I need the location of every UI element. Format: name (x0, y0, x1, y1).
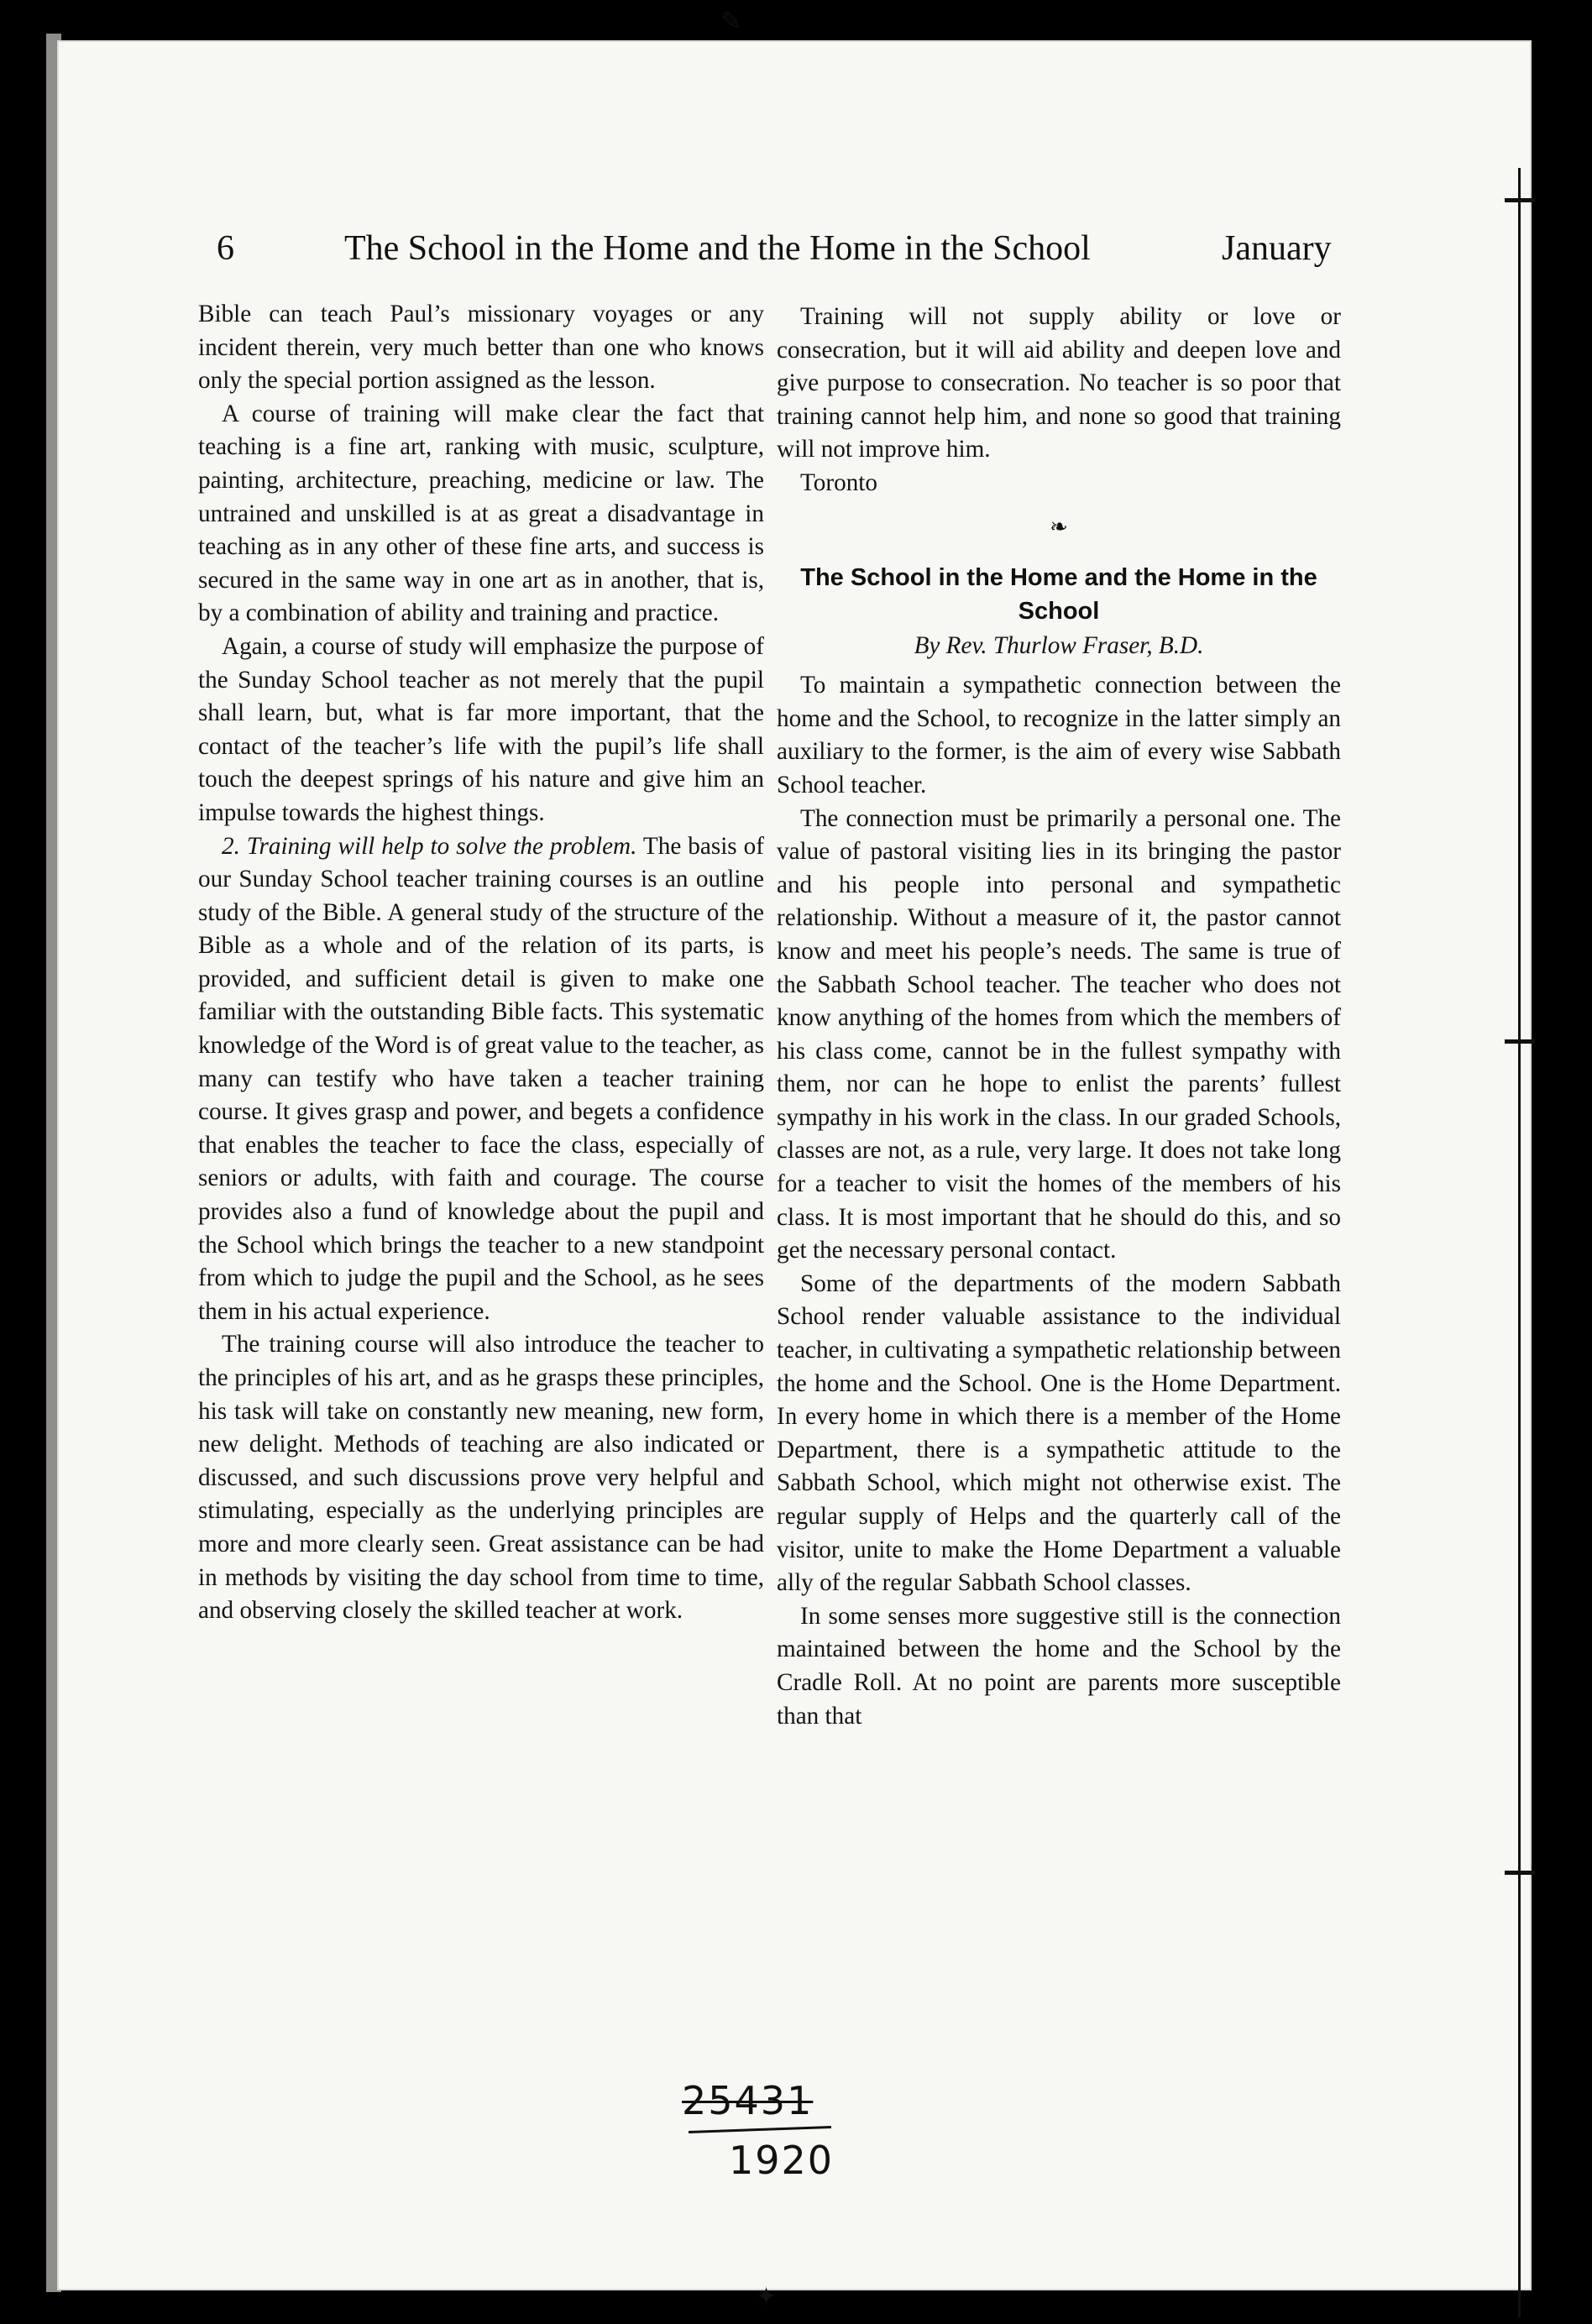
paragraph: Bible can teach Paul’s missionary voyages or any incident therein, very much better than one who knows only the special portion assigned as the lesson. (198, 301, 764, 395)
article-byline: By Rev. Thurlow Fraser, B.D. (914, 631, 1204, 659)
paragraph: Some of the departments of the modern Sabbath School render valuable assistance to the individual teacher, in cultivating a sympathetic relationship between the home and the School. One is the Home Department. In every home in which there is a member of the Home Department, there is a sympathetic attitude to the Sabbath School, which might not otherwise exist. The regular supply of Helps and the quarterly call of the visitor, unite to make the Home Department a valuable ally of the regular Sabbath School classes. (777, 1269, 1341, 1597)
paragraph: A course of training will make clear the fact that teaching is a fine art, ranking with music, sculpture, painting, architecture, preaching, medicine or law. The untrained and unskilled is at as great a disadvantage in teaching as in any other of these fine arts, and success is secured in the same way in one art as in another, that is, by a combination of ability and training and practice. (198, 400, 764, 627)
paragraph: Training will not supply ability or love or consecration, but it will aid ability and deepen love and give purpose to consecration. No teacher is so poor that training cannot help him, and none so good that training will not improve him. (777, 303, 1341, 463)
ornament-icon: ❧ (1050, 514, 1068, 539)
scan-mark-icon: ✎ (720, 8, 742, 35)
binding-tick (1505, 1871, 1535, 1875)
paragraph: The training course will also introduce the teacher to the principles of his art, and as he grasps these principles, his task will take on constantly new meaning, new form, new delight. Methods of teaching are also indicated or discussed, and such discussions prove very helpful and stimulating, especially as the underlying principles are more and more clearly seen. Great assistance can be had in methods by visiting the day school from time to time, and observing closely the skilled teacher at work. (198, 1331, 764, 1625)
paragraph: Again, a course of study will emphasize the purpose of the Sunday School teacher as not merely that the pupil shall learn, but, what is far more important, that the contact of the teacher’s life with the pupil’s life shall touch the deepest springs of his nature and give him an impulse towards the highest things. (198, 632, 764, 826)
binding-tick (1505, 198, 1535, 202)
paragraph: The connection must be primarily a personal one. The value of pastoral visiting lies in its bringing the pastor and his people into personal and sympathetic relationship. Without a measure of it, the pastor cannot know and meet his people’s needs. The same is true of the Sabbath School teacher. The teacher who does not know anything of the homes from which the members of his class come, cannot be in the fullest sympathy with them, nor can he hope to enlist the parents’ fullest sympathy in his work in the class. In our graded Schools, classes are not, as a rule, very large. It does not take long for a teacher to visit the homes of the members of his class. It is most important that he should do this, and so get the necessary personal contact. (777, 804, 1341, 1264)
scan-mark-icon: ✦ (756, 2283, 778, 2311)
handwritten-year: 1920 (729, 2138, 835, 2183)
binding-line (1518, 168, 1521, 2317)
article-title: The School in the Home and the Home in the School (800, 563, 1317, 625)
paragraph: To maintain a sympathetic connection between the home and the School, to recognize in the latter simply an auxiliary to the former, is the aim of every wise Sabbath School teacher. (777, 672, 1341, 798)
paragraph: In some senses more suggestive still is the connection maintained between the home and the School by the Cradle Roll. At no point are parents more susceptible than that (777, 1602, 1341, 1730)
left-column (198, 298, 764, 1628)
issue-month: January (1222, 229, 1332, 268)
binding-tick (1505, 1039, 1535, 1044)
signoff: Toronto (800, 468, 877, 496)
page-number: 6 (217, 229, 234, 268)
paragraph (198, 830, 764, 1329)
handwritten-catalog-number: 25431 (682, 2078, 814, 2123)
paragraph-body: The basis of our Sunday School teacher training courses is an outline study of the Bible. A general study of the structure of the Bible as a whole and of the relation of its parts, is provided, and sufficient detail is given to make one familiar with the outstanding Bible facts. This systematic knowledge of the Word is of great value to the teacher, as many can testify who have taken a teacher training course. It gives grasp and power, and begets a confidence that enables the teacher to face the class, especially of seniors or adults, with faith and courage. The course provides also a fund of knowledge about the pupil and the School which brings the teacher to a new standpoint from which to judge the pupil and the School, as he sees them in his actual experience. (198, 832, 764, 1325)
paragraph-lead: 2. Training will help to solve the problem. (222, 832, 637, 860)
running-title: The School in the Home and the Home in the School (344, 229, 1091, 268)
right-column (777, 301, 1341, 1733)
